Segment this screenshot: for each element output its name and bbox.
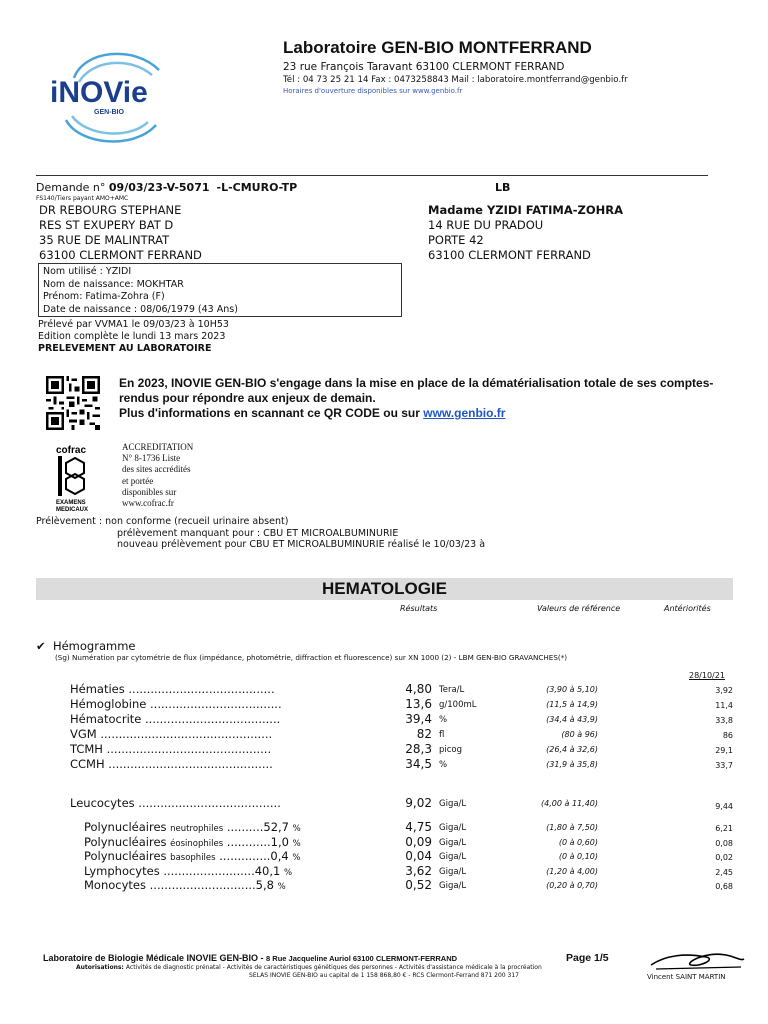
accreditation-text: ACCREDITATION N° 8-1736 Liste des sites accrédités et portée disponibles sur www.cofrac.fr <box>122 442 194 509</box>
result-row: Hémoglobine .................................... 13,6 g/100mL (11,5 à 14,9) 11,4 <box>70 697 733 711</box>
footer-company: SELAS INOVIE GEN-BIO au capital de 1 158 868,80 € - RCS Clermont-Ferrand 871 200 317 <box>249 972 519 979</box>
patient-address: Madame YZIDI FATIMA-ZOHRA 14 RUE DU PRADOU PORTE 42 63100 CLERMONT FERRAND <box>428 203 624 262</box>
result-row: CCMH ............................................. 34,5 % (31,9 à 35,8) 33,7 <box>70 757 733 771</box>
anteriority-date: 28/10/21 <box>689 671 725 680</box>
lab-hours: Horaires d'ouverture disponibles sur www.genbio.fr <box>283 87 463 95</box>
result-row-leucocytes: Leucocytes ....................................... 9,02 Giga/L (4,00 à 11,40) 9,44 <box>70 796 733 811</box>
svg-text:MEDICAUX: MEDICAUX <box>56 507 89 512</box>
result-row: Hématocrite ..................................... 39,4 % (34,4 à 43,9) 33,8 <box>70 712 733 726</box>
result-row: Polynucléaires basophiles ..............0,4 % 0,04 Giga/L (0 à 0,10) 0,02 <box>84 849 733 863</box>
col-anteriorities: Antériorités <box>664 604 711 613</box>
svg-text:GEN-BIO: GEN-BIO <box>94 109 124 116</box>
result-row: Polynucléaires neutrophiles ..........52,7 % 4,75 Giga/L (1,80 à 7,50) 6,21 <box>84 820 733 834</box>
request-fs: FS140/Tiers payant AMO+AMC <box>36 195 129 202</box>
request-number: Demande n° 09/03/23-V-5071 -L-CMURO-TP <box>36 181 298 194</box>
cofrac-logo <box>56 444 94 512</box>
svg-text:cofrac: cofrac <box>56 445 87 456</box>
signature <box>646 947 746 975</box>
method-description: (Sg) Numération par cytométrie de flux (impédance, photométrie, diffraction et fluorescence) sur XN 1000 (2) - LBM GEN-BIO GRAVANCHES(*) <box>55 653 568 662</box>
header-divider <box>36 175 708 176</box>
page-number: Page 1/5 <box>566 952 609 964</box>
svg-text:iNOVie: iNOVie <box>50 76 148 109</box>
result-row: VGM ............................................... 82 fl (80 à 96) 86 <box>70 727 733 741</box>
request-lb: LB <box>495 181 511 194</box>
sample-meta: Prélevé par VVMA1 le 09/03/23 à 10H53 Edition complète le lundi 13 mars 2023 PRELEVEMENT AU LABORATOIRE <box>38 319 229 354</box>
footer-authorisations: Autorisations: Activités de diagnostic prénatal - Activités de caractéristiques génétiques des personnes - Activités d'assistance médicale à la procréation <box>76 964 542 971</box>
lab-contact: Tél : 04 73 25 21 14 Fax : 0473258843 Mail : laboratoire.montferrand@genbio.fr <box>283 75 628 85</box>
signer-name: Vincent SAINT MARTIN <box>647 973 726 981</box>
patient-identity-box: Nom utilisé : YZIDI Nom de naissance: MOKHTAR Prénom: Fatima-Zohra (F) Date de naissance : 08/06/1979 (43 Ans) <box>38 263 402 317</box>
section-title: HEMATOLOGIE <box>36 578 733 600</box>
genbio-link[interactable]: www.genbio.fr <box>423 406 506 420</box>
doctor-address: DR REBOURG STEPHANE RES ST EXUPERY BAT D 35 RUE DE MALINTRAT 63100 CLERMONT FERRAND <box>39 203 202 262</box>
prelevement-status: Prélèvement : non conforme (recueil urinaire absent) prélèvement manquant pour : CBU ET MICROALBUMINURIE nouveau prélèvement pour CBU ET MICROALBUMINURIE réalisé le 10/03/23 à <box>36 516 486 551</box>
dematerialisation-notice: En 2023, INOVIE GEN-BIO s'engage dans la mise en place de la dématérialisation totale de ses comptes-rendus pour répondre aux enjeux de demain. Plus d'informations en scannant ce QR CODE ou sur www.genbio.fr <box>119 376 714 420</box>
result-row: Hématies ........................................ 4,80 Tera/L (3,90 à 5,10) 3,92 <box>70 682 733 696</box>
footer-lab: Laboratoire de Biologie Médicale INOVIE GEN-BIO - 8 Rue Jacqueline Auriol 63100 CLERMONT-FERRAND <box>43 953 458 963</box>
svg-text:EXAMENS: EXAMENS <box>56 500 86 506</box>
hemogramme-title: ✔ Hémogramme <box>36 639 136 653</box>
result-row: Monocytes .............................5,8 % 0,52 Giga/L (0,20 à 0,70) 0,68 <box>84 878 733 892</box>
check-icon: ✔ <box>36 639 46 653</box>
result-row: Polynucléaires éosinophiles ............1,0 % 0,09 Giga/L (0 à 0,60) 0,08 <box>84 835 733 849</box>
lab-name: Laboratoire GEN-BIO MONTFERRAND <box>283 38 592 57</box>
lab-address: 23 rue François Taravant 63100 CLERMONT FERRAND <box>283 61 565 73</box>
result-row: TCMH ............................................. 28,3 picog (26,4 à 32,6) 29,1 <box>70 742 733 756</box>
result-row: Lymphocytes .........................40,1 % 3,62 Giga/L (1,20 à 4,00) 2,45 <box>84 864 733 878</box>
inovie-logo <box>44 40 174 150</box>
col-reference: Valeurs de référence <box>537 604 621 613</box>
col-results: Résultats <box>400 604 438 613</box>
qr-code-icon[interactable] <box>46 376 100 430</box>
